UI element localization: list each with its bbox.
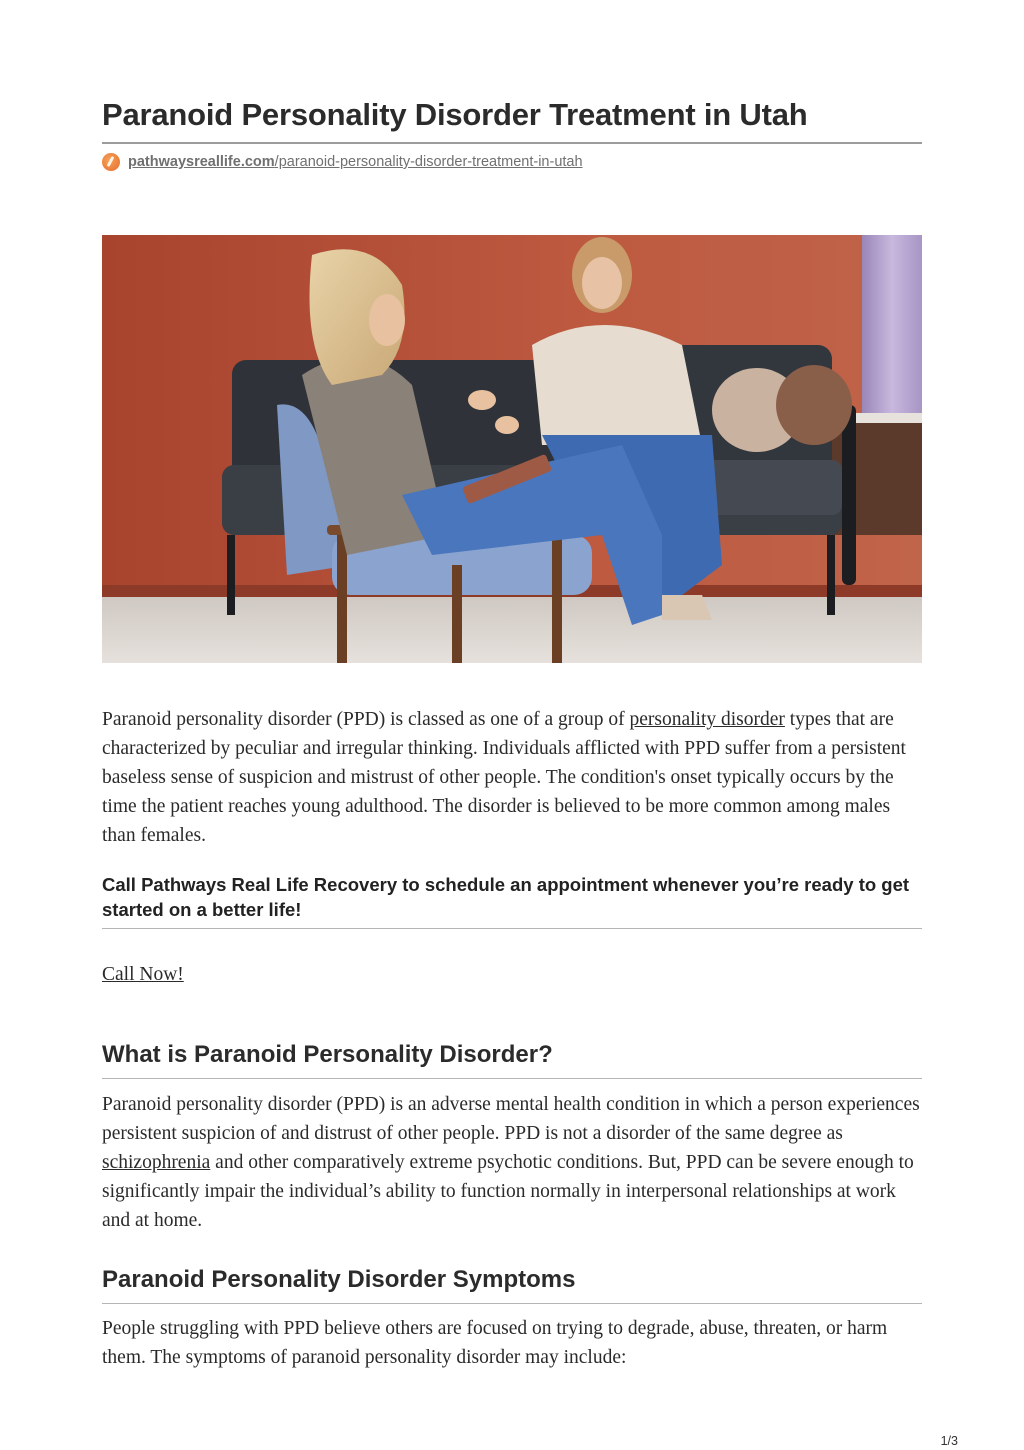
cta-divider bbox=[102, 928, 922, 929]
intro-text-start: Paranoid personality disorder (PPD) is classed as one of a group of bbox=[102, 709, 630, 730]
what-is-paragraph bbox=[102, 1090, 922, 1235]
source-url-link[interactable] bbox=[128, 154, 583, 170]
schizophrenia-link[interactable]: schizophrenia bbox=[102, 1152, 211, 1173]
page-number: 1/3 bbox=[940, 1434, 958, 1448]
section-divider bbox=[102, 1303, 922, 1304]
section-heading-symptoms: Paranoid Personality Disorder Symptoms bbox=[102, 1266, 576, 1293]
intro-paragraph bbox=[102, 705, 922, 850]
what-is-text-start: Paranoid personality disorder (PPD) is an adverse mental health condition in which a person experiences persistent suspicion of and distrust of other people. PPD is not a disorder of the same degree as bbox=[102, 1094, 920, 1144]
cta-text: Call Pathways Real Life Recovery to schedule an appointment whenever you’re ready to get started on a better life! bbox=[102, 874, 910, 920]
call-now-link[interactable]: Call Now! bbox=[102, 964, 184, 985]
section-divider bbox=[102, 1078, 922, 1079]
personality-disorder-link[interactable]: personality disorder bbox=[629, 709, 785, 730]
source-domain: pathwaysreallife.com bbox=[128, 154, 275, 170]
hero-image bbox=[102, 235, 922, 663]
symptoms-paragraph: People struggling with PPD believe others are focused on trying to degrade, abuse, threaten, or harm them. The symptoms of paranoid personality disorder may include: bbox=[102, 1318, 888, 1368]
section-heading-what-is: What is Paranoid Personality Disorder? bbox=[102, 1041, 553, 1068]
site-favicon-icon bbox=[102, 153, 120, 171]
intro-text-end: types that are characterized by peculiar and irregular thinking. Individuals afflicted with PPD suffer from a persistent baseless sense of suspicion and mistrust of other people. The condition's onset typically occurs by the time the patient reaches young adulthood. The disorder is believed to be more common among males than females. bbox=[102, 709, 906, 846]
source-link-row bbox=[102, 152, 583, 172]
title-divider bbox=[102, 142, 922, 144]
what-is-text-end: and other comparatively extreme psychotic conditions. But, PPD can be severe enough to significantly impair the individual’s ability to function normally in interpersonal relationships at work and at home. bbox=[102, 1152, 914, 1231]
page-title: Paranoid Personality Disorder Treatment in Utah bbox=[102, 97, 808, 132]
source-path: /paranoid-personality-disorder-treatment-in-utah bbox=[274, 154, 583, 170]
therapy-session-illustration bbox=[102, 235, 922, 663]
